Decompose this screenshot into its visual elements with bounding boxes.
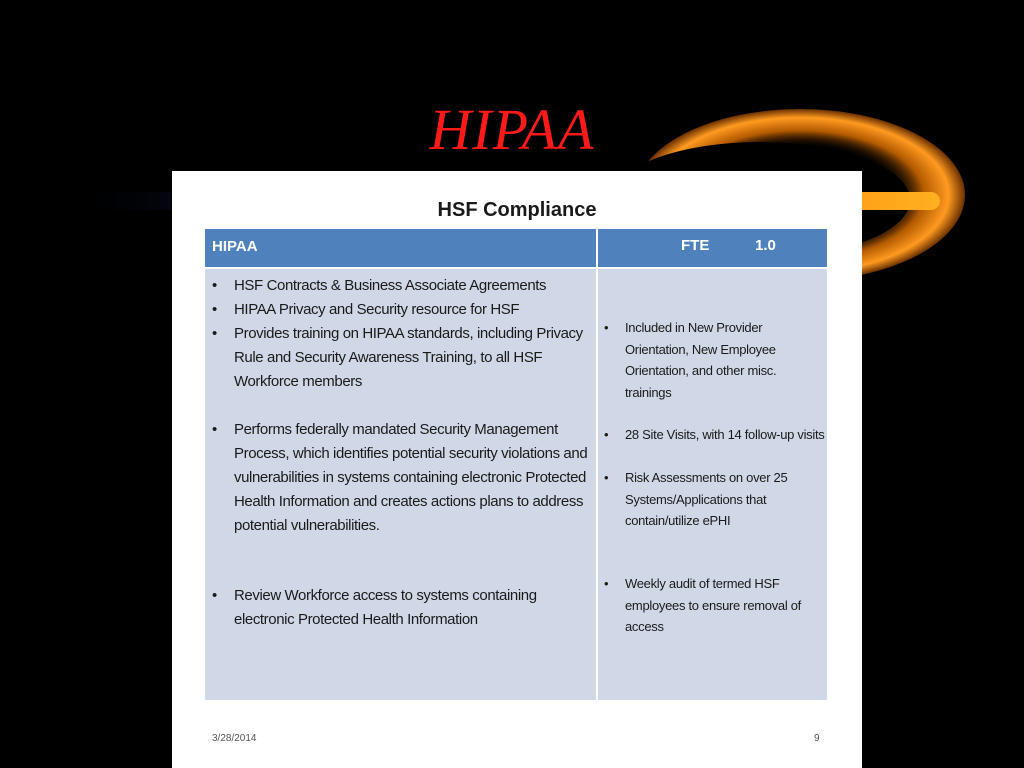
table-header: [205, 229, 827, 267]
document-image: [172, 171, 862, 768]
footer-date: 3/28/2014: [212, 733, 257, 744]
list-item: • Weekly audit of termed HSF employees to ensure removal of access: [604, 576, 801, 634]
header-hipaa: HIPAA: [212, 238, 258, 255]
list-item: • Performs federally mandated Security Management Process, which identifies potential security violations and vulnerabilities in systems containing electronic Protected Health Information and creates actions plans to address potential vulnerabilities.: [212, 421, 588, 534]
list-item: • Review Workforce access to systems containing electronic Protected Health Information: [212, 587, 537, 628]
footer-page-number: 9: [814, 733, 820, 744]
column-divider: [596, 229, 598, 700]
header-fte-value: 1.0: [755, 237, 776, 254]
list-item: • HIPAA Privacy and Security resource for HSF: [212, 301, 520, 318]
slide-title: HIPAA: [429, 97, 595, 162]
compliance-table: [205, 229, 827, 700]
list-item: • HSF Contracts & Business Associate Agreements: [212, 277, 547, 294]
list-item: • Provides training on HIPAA standards, including Privacy Rule and Security Awareness Training, to all HSF Workforce members: [212, 325, 583, 390]
header-fte-label: FTE: [681, 237, 710, 254]
list-item: • 28 Site Visits, with 14 follow-up visits: [604, 427, 825, 442]
list-item: • Included in New Provider Orientation, New Employee Orientation, and other misc. trainings: [604, 320, 777, 400]
document-heading: HSF Compliance: [437, 199, 597, 221]
table-body: [205, 269, 827, 700]
list-item: • Risk Assessments on over 25 Systems/Applications that contain/utilize ePHI: [604, 470, 788, 528]
